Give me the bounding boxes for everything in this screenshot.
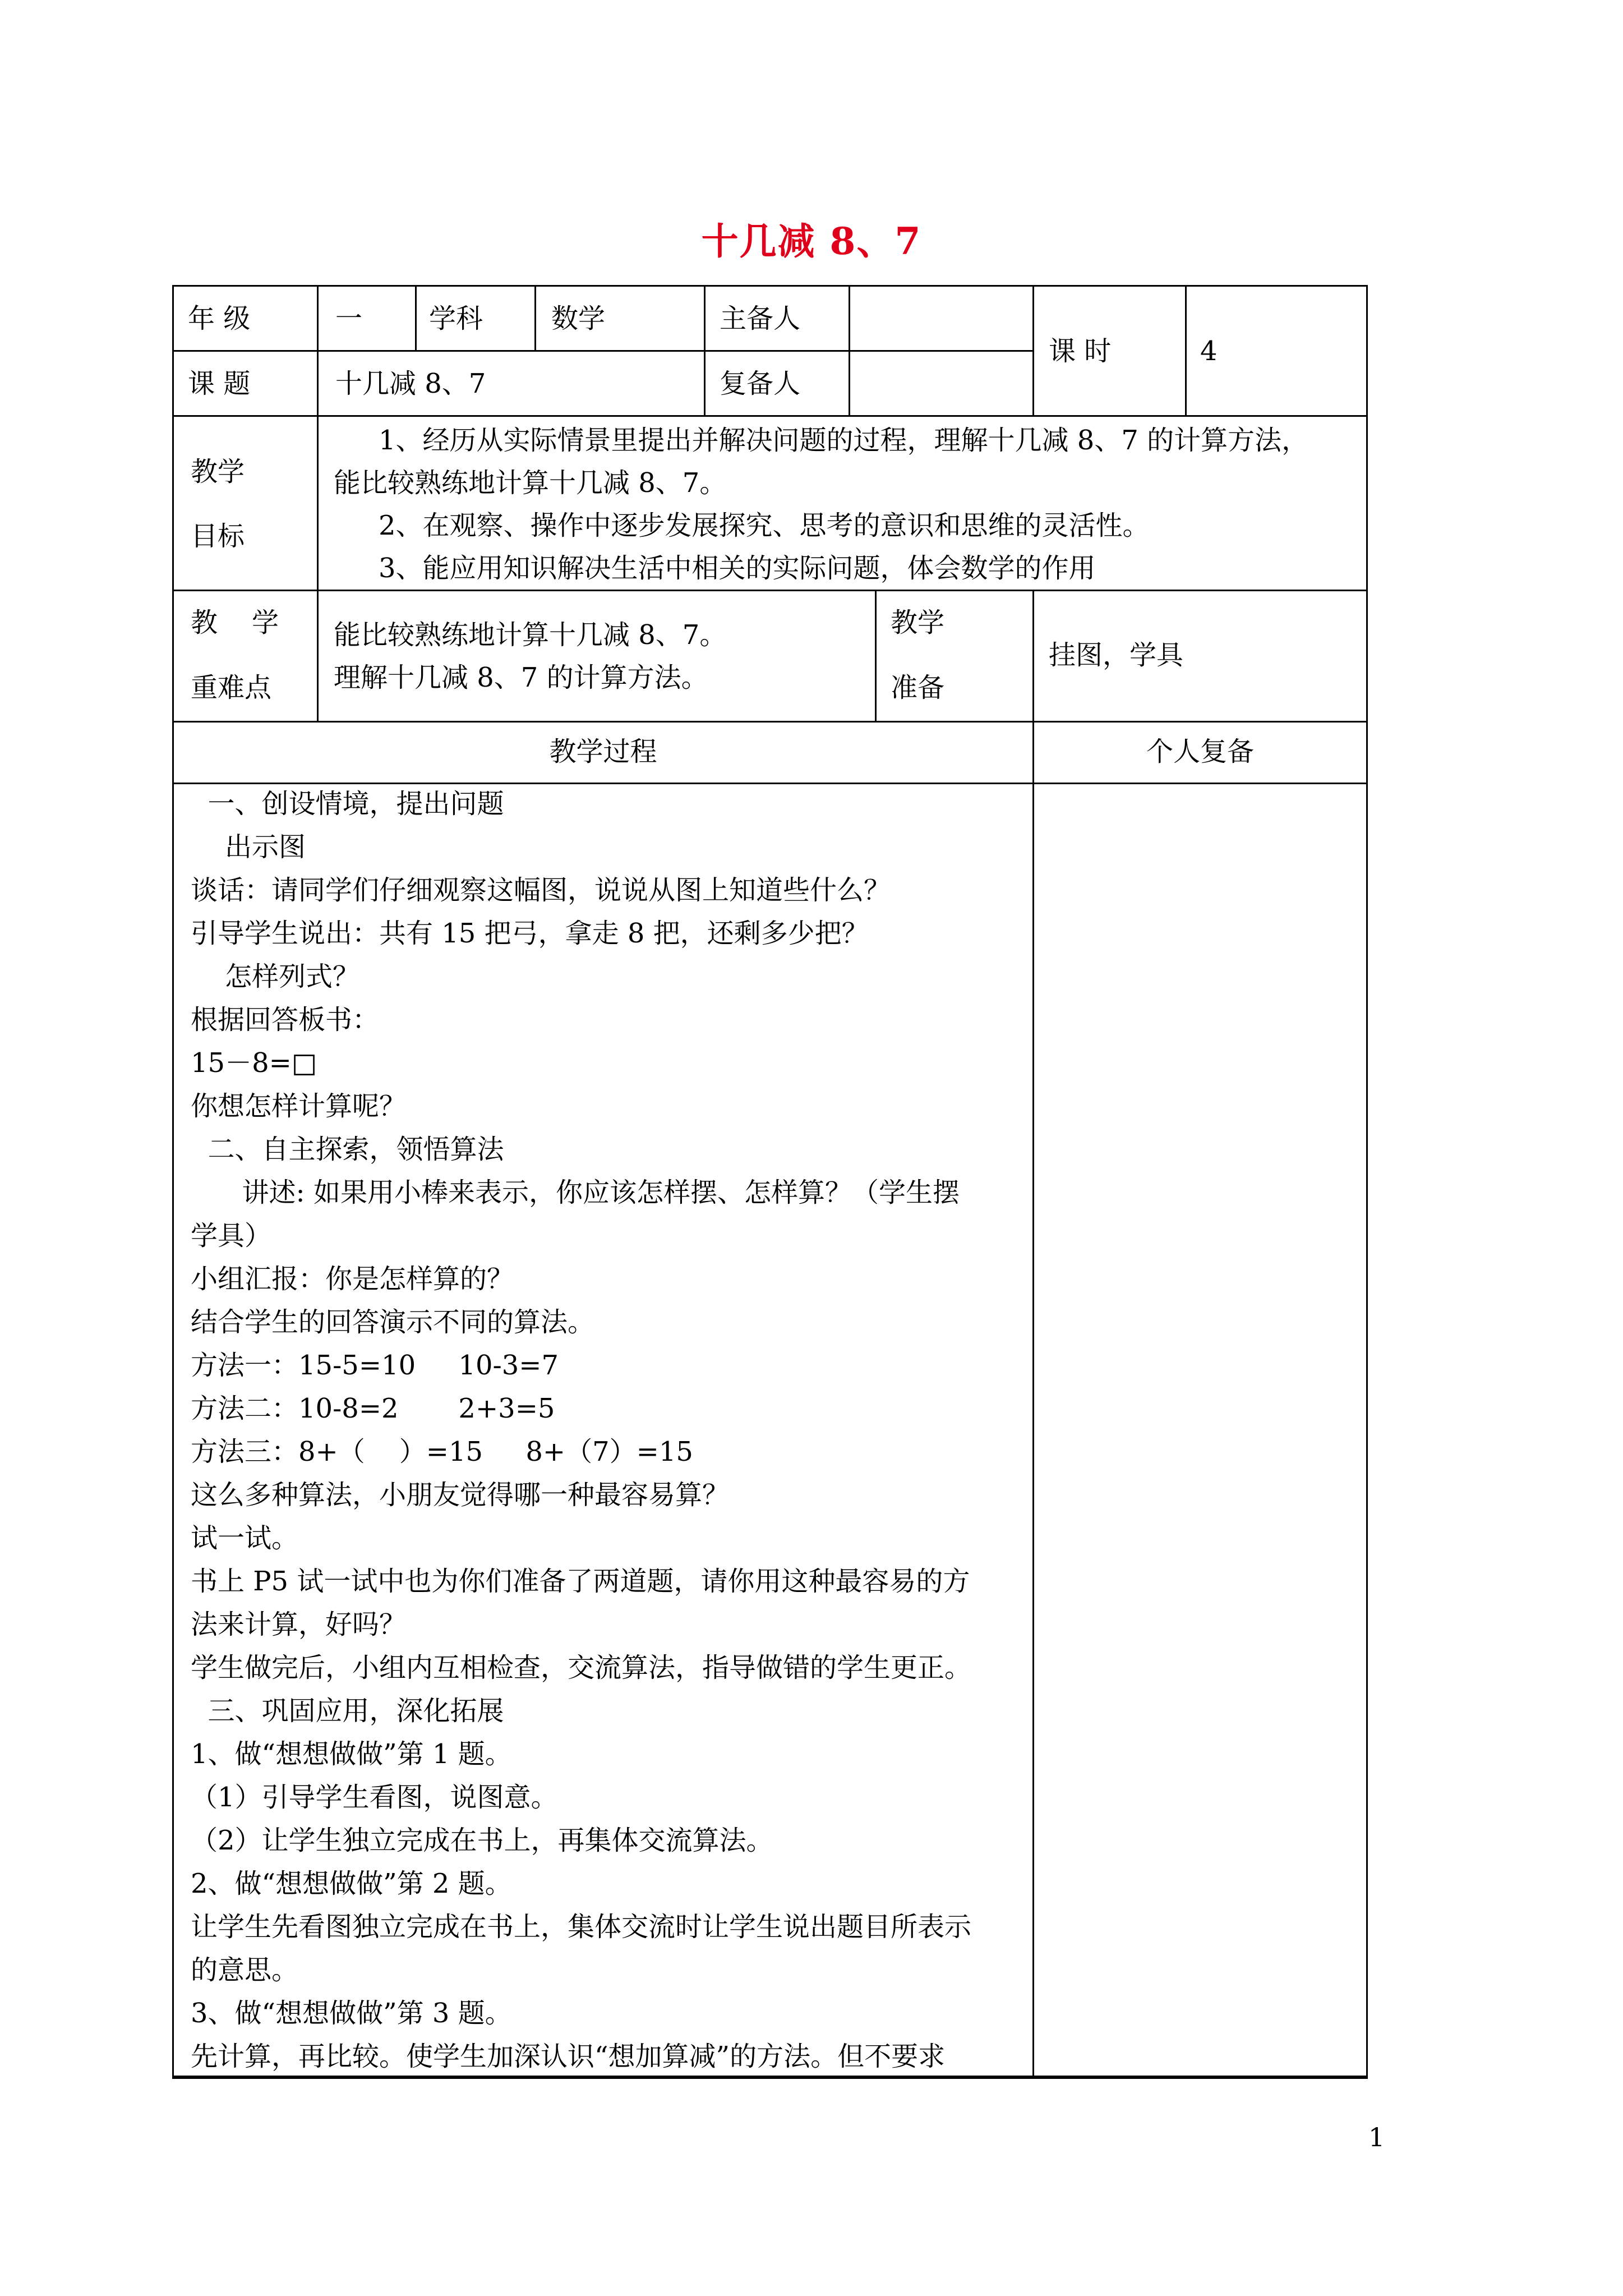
process-line: 先计算，再比较。使学生加深认识“想加算减”的方法。但不要求 xyxy=(191,2041,946,2072)
table-border-top xyxy=(172,285,1368,287)
process-line: 出示图 xyxy=(191,831,306,863)
table-border-left xyxy=(172,285,174,2079)
prep-value: 挂图，学具 xyxy=(1049,639,1184,671)
process-line: 这么多种算法，小朋友觉得哪一种最容易算？ xyxy=(191,1479,730,1511)
process-line: 学生做完后，小组内互相检查，交流算法，指导做错的学生更正。 xyxy=(191,1652,972,1683)
table-col-preparer-label xyxy=(704,285,706,416)
process-line: 一、创设情境，提出问题 xyxy=(191,788,504,820)
key-points-label-line2: 重难点 xyxy=(191,672,272,703)
process-line: 讲述: 如果用小棒来表示，你应该怎样摆、怎样算？（学生摆 xyxy=(191,1177,960,1208)
objectives-label-line1: 教学 xyxy=(191,456,245,487)
topic-label: 课 题 xyxy=(188,368,251,399)
subject-value: 数学 xyxy=(551,303,606,334)
process-header-right: 个人复备 xyxy=(1146,736,1254,767)
table-rule-row2 xyxy=(172,415,1368,417)
process-line: 1、做“想想做做”第 1 题。 xyxy=(191,1738,512,1770)
grade-value: 一 xyxy=(335,303,363,334)
subject-label: 学科 xyxy=(429,303,483,334)
objectives-line: 2、在观察、操作中逐步发展探究、思考的意识和思维的灵活性。 xyxy=(379,510,1150,541)
co-preparer-label: 复备人 xyxy=(720,368,801,399)
page-number: 1 xyxy=(1368,2122,1385,2152)
key-points-line: 能比较熟练地计算十几减 8、7。 xyxy=(334,619,727,651)
process-line: 法来计算，好吗？ xyxy=(191,1609,407,1640)
process-line: 让学生先看图独立完成在书上，集体交流时让学生说出题目所表示 xyxy=(191,1911,972,1943)
process-line: 的意思。 xyxy=(191,1954,299,1986)
objectives-label-line2: 目标 xyxy=(191,521,245,552)
key-points-line: 理解十几减 8、7 的计算方法。 xyxy=(334,662,708,693)
process-header-left: 教学过程 xyxy=(549,736,657,767)
process-line: 引导学生说出：共有 15 把弓，拿走 8 把，还剩多少把？ xyxy=(191,918,869,949)
process-line: 你想怎样计算呢？ xyxy=(191,1091,407,1122)
table-col-hours-label xyxy=(1032,285,1034,416)
table-col-grade xyxy=(415,285,417,351)
process-line: 方法二：10-8=2 2+3=5 xyxy=(191,1393,555,1424)
prep-label-line1: 教学 xyxy=(891,607,945,638)
table-col-prep-label xyxy=(875,590,877,722)
key-points-label-line1: 教 学 xyxy=(191,607,279,638)
table-col-label xyxy=(317,285,319,723)
process-line: 小组汇报：你是怎样算的？ xyxy=(191,1263,514,1295)
topic-value: 十几减 8、7 xyxy=(335,368,486,399)
table-rule-row3 xyxy=(172,590,1368,591)
table-col-subject xyxy=(534,285,536,351)
objectives-line: 1、经历从实际情景里提出并解决问题的过程，理解十几减 8、7 的计算方法， xyxy=(379,425,1309,456)
process-line: （1）引导学生看图，说图意。 xyxy=(191,1782,558,1813)
process-line: 结合学生的回答演示不同的算法。 xyxy=(191,1306,595,1338)
table-col-prep-value xyxy=(1032,590,1034,2077)
page-title: 十几减 8、7 xyxy=(701,219,922,263)
lesson-hours-label: 课 时 xyxy=(1049,335,1112,367)
table-col-hours-value xyxy=(1185,285,1187,416)
lesson-hours-value: 4 xyxy=(1200,335,1218,367)
process-line: （2）让学生独立完成在书上，再集体交流算法。 xyxy=(191,1825,773,1856)
process-line: 方法一：15-5=10 10-3=7 xyxy=(191,1350,559,1381)
grade-label: 年 级 xyxy=(188,303,251,334)
process-line: 怎样列式？ xyxy=(191,961,360,992)
main-preparer-label: 主备人 xyxy=(720,303,801,334)
table-rule-row4 xyxy=(172,721,1368,723)
table-border-right xyxy=(1366,285,1368,2079)
process-line: 学具） xyxy=(191,1220,272,1251)
process-line: 2、做“想想做做”第 2 题。 xyxy=(191,1868,512,1899)
objectives-line: 3、能应用知识解决生活中相关的实际问题，体会数学的作用 xyxy=(379,553,1096,584)
table-col-preparer-value xyxy=(849,285,850,416)
process-line: 15－8=□ xyxy=(191,1047,317,1079)
table-rule-row1 xyxy=(172,350,1034,352)
process-line: 三、巩固应用，深化拓展 xyxy=(191,1695,504,1727)
process-line: 谈话：请同学们仔细观察这幅图，说说从图上知道些什么？ xyxy=(191,875,891,906)
process-line: 试一试。 xyxy=(191,1522,299,1554)
process-line: 二、自主探索，领悟算法 xyxy=(191,1134,504,1165)
objectives-line: 能比较熟练地计算十几减 8、7。 xyxy=(334,467,727,499)
process-line: 书上 P5 试一试中也为你们准备了两道题，请你用这种最容易的方 xyxy=(191,1566,970,1597)
process-line: 3、做“想想做做”第 3 题。 xyxy=(191,1998,512,2029)
prep-label-line2: 准备 xyxy=(891,672,945,703)
process-line: 根据回答板书： xyxy=(191,1004,380,1036)
process-content xyxy=(191,783,1009,2078)
process-line: 方法三：8+（ ）=15 8+（7）=15 xyxy=(191,1436,693,1467)
